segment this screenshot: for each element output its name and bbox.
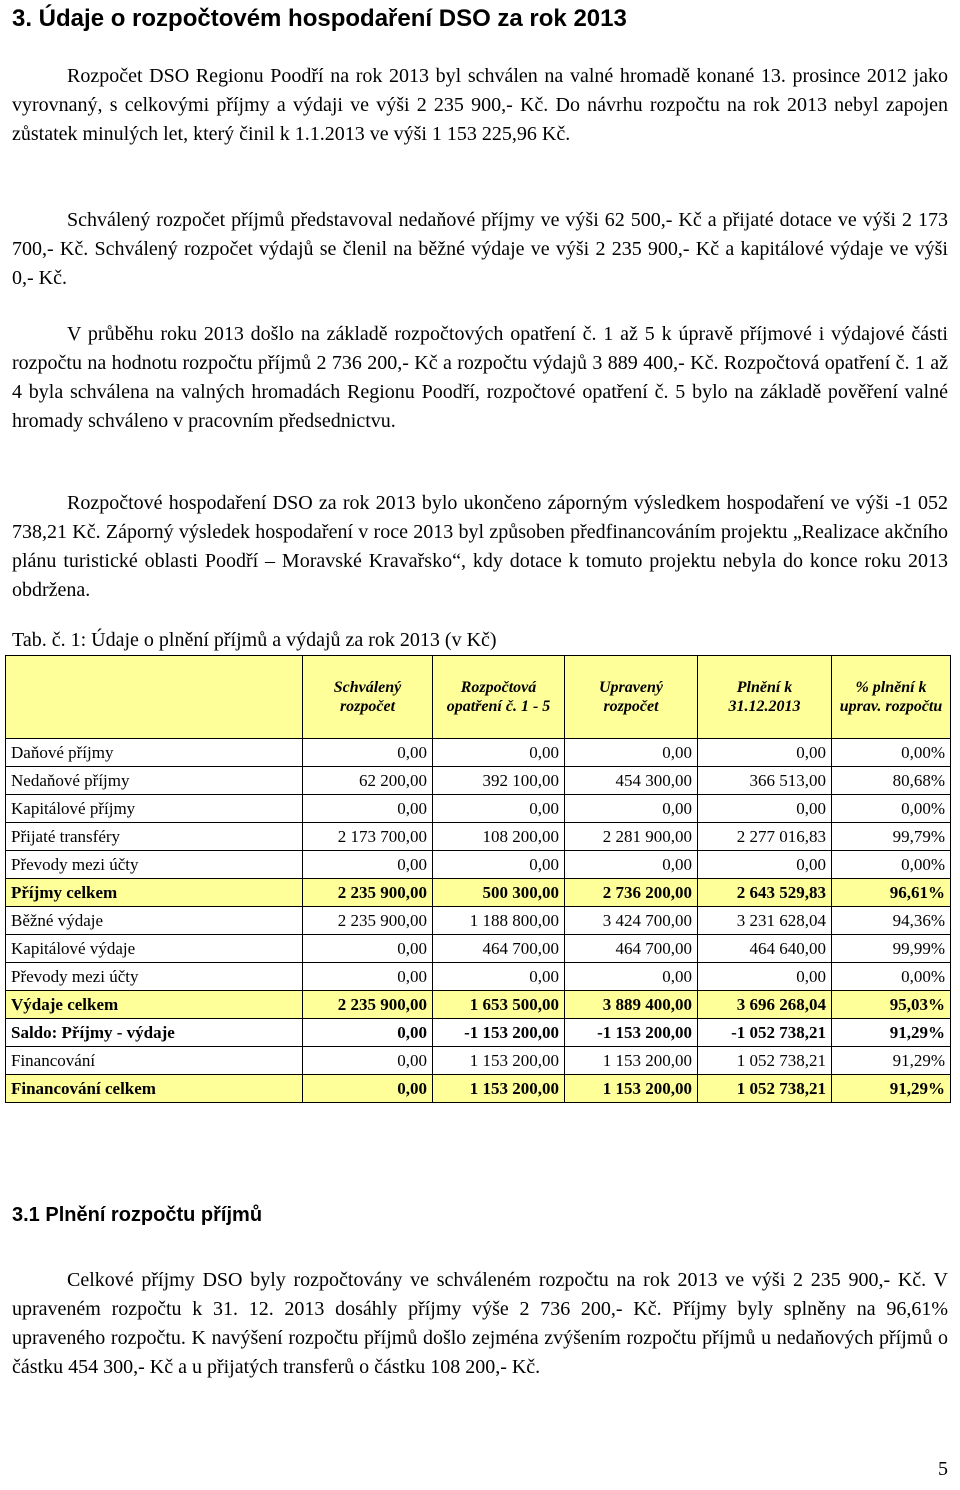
table-row — [6, 823, 951, 851]
row-label: Příjmy celkem — [6, 879, 303, 907]
table-row — [6, 767, 951, 795]
table-row — [6, 851, 951, 879]
table-cell: 0,00 — [303, 1047, 433, 1075]
table-cell: 0,00 — [698, 963, 832, 991]
table-cell: 1 153 200,00 — [433, 1075, 565, 1103]
table-cell: 1 653 500,00 — [433, 991, 565, 1019]
table-cell: 0,00 — [303, 935, 433, 963]
row-label: Kapitálové výdaje — [6, 935, 303, 963]
table-cell: 454 300,00 — [565, 767, 698, 795]
paragraph-budget-result: Rozpočtové hospodaření DSO za rok 2013 bylo ukončeno záporným výsledkem hospodaření ve výši -1 052 738,21 Kč. Záporný výsledek hospodaření v roce 2013 byl způsoben předfinancováním projektu „Realizace akčního plánu turistické oblasti Poodří – Moravské Kravařsko“, kdy dotace k tomuto projektu nebyla do konce roku 2013 obdržena. — [12, 492, 948, 601]
table-row — [6, 935, 951, 963]
row-label: Nedaňové příjmy — [6, 767, 303, 795]
table-cell: 94,36% — [832, 907, 951, 935]
header-fulfilment: Plnění k 31.12.2013 — [698, 656, 832, 739]
header-measures: Rozpočtová opatření č. 1 - 5 — [433, 656, 565, 739]
table-cell: 0,00 — [303, 1019, 433, 1047]
table-cell: 0,00% — [832, 739, 951, 767]
row-label: Kapitálové příjmy — [6, 795, 303, 823]
table-cell: 91,29% — [832, 1019, 951, 1047]
table-header-row — [6, 656, 951, 739]
table-row — [6, 879, 951, 907]
table-cell: 464 700,00 — [565, 935, 698, 963]
header-label — [6, 656, 303, 739]
paragraph-budget-approval: Rozpočet DSO Regionu Poodří na rok 2013 byl schválen na valné hromadě konané 13. prosince 2012 jako vyrovnaný, s celkovými příjmy a výdaji ve výši 2 235 900,- Kč. Do návrhu rozpočtu na rok 2013 nebyl zapojen zůstatek minulých let, který činil k 1.1.2013 ve výši 1 153 225,96 Kč. — [12, 65, 948, 145]
section-heading: 3. Údaje o rozpočtovém hospodaření DSO za rok 2013 — [12, 5, 627, 32]
table-cell: 500 300,00 — [433, 879, 565, 907]
row-label: Financování celkem — [6, 1075, 303, 1103]
subsection-heading: 3.1 Plnění rozpočtu příjmů — [12, 1204, 263, 1226]
table-row — [6, 1075, 951, 1103]
table-cell: 0,00 — [433, 795, 565, 823]
table-cell: 2 643 529,83 — [698, 879, 832, 907]
table-cell: 2 281 900,00 — [565, 823, 698, 851]
table-row — [6, 795, 951, 823]
table-row — [6, 907, 951, 935]
table-cell: 0,00% — [832, 851, 951, 879]
table-cell: -1 153 200,00 — [565, 1019, 698, 1047]
table-cell: -1 052 738,21 — [698, 1019, 832, 1047]
row-label: Běžné výdaje — [6, 907, 303, 935]
table-cell: 1 153 200,00 — [565, 1075, 698, 1103]
table-cell: 3 424 700,00 — [565, 907, 698, 935]
header-approved: Schválený rozpočet — [303, 656, 433, 739]
table-cell: 3 889 400,00 — [565, 991, 698, 1019]
table-cell: 0,00 — [565, 739, 698, 767]
table-row — [6, 963, 951, 991]
table-cell: 91,29% — [832, 1075, 951, 1103]
table-cell: 1 153 200,00 — [565, 1047, 698, 1075]
table-cell: 3 231 628,04 — [698, 907, 832, 935]
table-cell: 0,00 — [565, 795, 698, 823]
table-cell: 99,99% — [832, 935, 951, 963]
table-cell: -1 153 200,00 — [433, 1019, 565, 1047]
table-cell: 80,68% — [832, 767, 951, 795]
table-cell: 464 640,00 — [698, 935, 832, 963]
table-cell: 0,00 — [303, 1075, 433, 1103]
header-adjusted: Upravený rozpočet — [565, 656, 698, 739]
table-cell: 1 052 738,21 — [698, 1075, 832, 1103]
table-cell: 95,03% — [832, 991, 951, 1019]
table-cell: 0,00 — [303, 851, 433, 879]
table-caption: Tab. č. 1: Údaje o plnění příjmů a výdajů za rok 2013 (v Kč) — [12, 629, 497, 651]
row-label: Saldo: Příjmy - výdaje — [6, 1019, 303, 1047]
budget-table — [5, 655, 951, 1103]
table-row — [6, 1047, 951, 1075]
table-row — [6, 991, 951, 1019]
header-percent: % plnění k uprav. rozpočtu — [832, 656, 951, 739]
table-cell: 0,00 — [698, 851, 832, 879]
table-cell: 0,00 — [698, 795, 832, 823]
table-cell: 0,00 — [433, 851, 565, 879]
table-cell: 91,29% — [832, 1047, 951, 1075]
table-cell: 464 700,00 — [433, 935, 565, 963]
table-cell: 2 235 900,00 — [303, 991, 433, 1019]
row-label: Převody mezi účty — [6, 963, 303, 991]
paragraph-revenue-fulfilment: Celkové příjmy DSO byly rozpočtovány ve schváleném rozpočtu na rok 2013 ve výši 2 235 900,- Kč. V upraveném rozpočtu k 31. 12. 2013 dosáhly příjmy výše 2 736 200,- Kč. Příjmy byly splněny na 96,61% upraveného rozpočtu. K navýšení rozpočtu příjmů došlo zejména zvýšením rozpočtu příjmů u nedaňových příjmů o částku 454 300,- Kč a u přijatých transferů o částku 108 200,- Kč. — [12, 1269, 948, 1378]
table-cell: 1 052 738,21 — [698, 1047, 832, 1075]
table-cell: 0,00 — [433, 963, 565, 991]
row-label: Přijaté transféry — [6, 823, 303, 851]
table-cell: 96,61% — [832, 879, 951, 907]
table-cell: 0,00 — [303, 739, 433, 767]
table-cell: 62 200,00 — [303, 767, 433, 795]
table-cell: 0,00 — [303, 963, 433, 991]
row-label: Výdaje celkem — [6, 991, 303, 1019]
row-label: Převody mezi účty — [6, 851, 303, 879]
table-row — [6, 1019, 951, 1047]
table-cell: 0,00 — [698, 739, 832, 767]
table-cell: 108 200,00 — [433, 823, 565, 851]
page-number: 5 — [938, 1458, 948, 1480]
table-cell: 2 277 016,83 — [698, 823, 832, 851]
table-cell: 366 513,00 — [698, 767, 832, 795]
table-cell: 99,79% — [832, 823, 951, 851]
paragraph-budget-measures: V průběhu roku 2013 došlo na základě rozpočtových opatření č. 1 až 5 k úpravě příjmové i výdajové části rozpočtu na hodnotu rozpočtu příjmů 2 736 200,- Kč a rozpočtu výdajů 3 889 400,- Kč. Rozpočtová opatření č. 1 až 4 byla schválena na valných hromadách Regionu Poodří, rozpočtové opatření č. 5 bylo na základě pověření valné hromady schváleno v pracovním předsednictvu. — [12, 323, 948, 432]
row-label: Financování — [6, 1047, 303, 1075]
paragraph-approved-budget: Schválený rozpočet příjmů představoval nedaňové příjmy ve výši 62 500,- Kč a přijaté dotace ve výši 2 173 700,- Kč. Schválený rozpočet výdajů se členil na běžné výdaje ve výši 2 235 900,- Kč a kapitálové výdaje ve výši 0,- Kč. — [12, 209, 948, 289]
table-cell: 2 235 900,00 — [303, 879, 433, 907]
table-cell: 2 736 200,00 — [565, 879, 698, 907]
table-cell: 3 696 268,04 — [698, 991, 832, 1019]
table-cell: 0,00 — [565, 851, 698, 879]
table-cell: 1 188 800,00 — [433, 907, 565, 935]
table-row — [6, 739, 951, 767]
table-cell: 1 153 200,00 — [433, 1047, 565, 1075]
table-cell: 0,00 — [303, 795, 433, 823]
table-cell: 392 100,00 — [433, 767, 565, 795]
table-cell: 0,00 — [565, 963, 698, 991]
table-cell: 0,00% — [832, 963, 951, 991]
table-cell: 0,00% — [832, 795, 951, 823]
row-label: Daňové příjmy — [6, 739, 303, 767]
table-cell: 2 235 900,00 — [303, 907, 433, 935]
table-cell: 2 173 700,00 — [303, 823, 433, 851]
table-cell: 0,00 — [433, 739, 565, 767]
